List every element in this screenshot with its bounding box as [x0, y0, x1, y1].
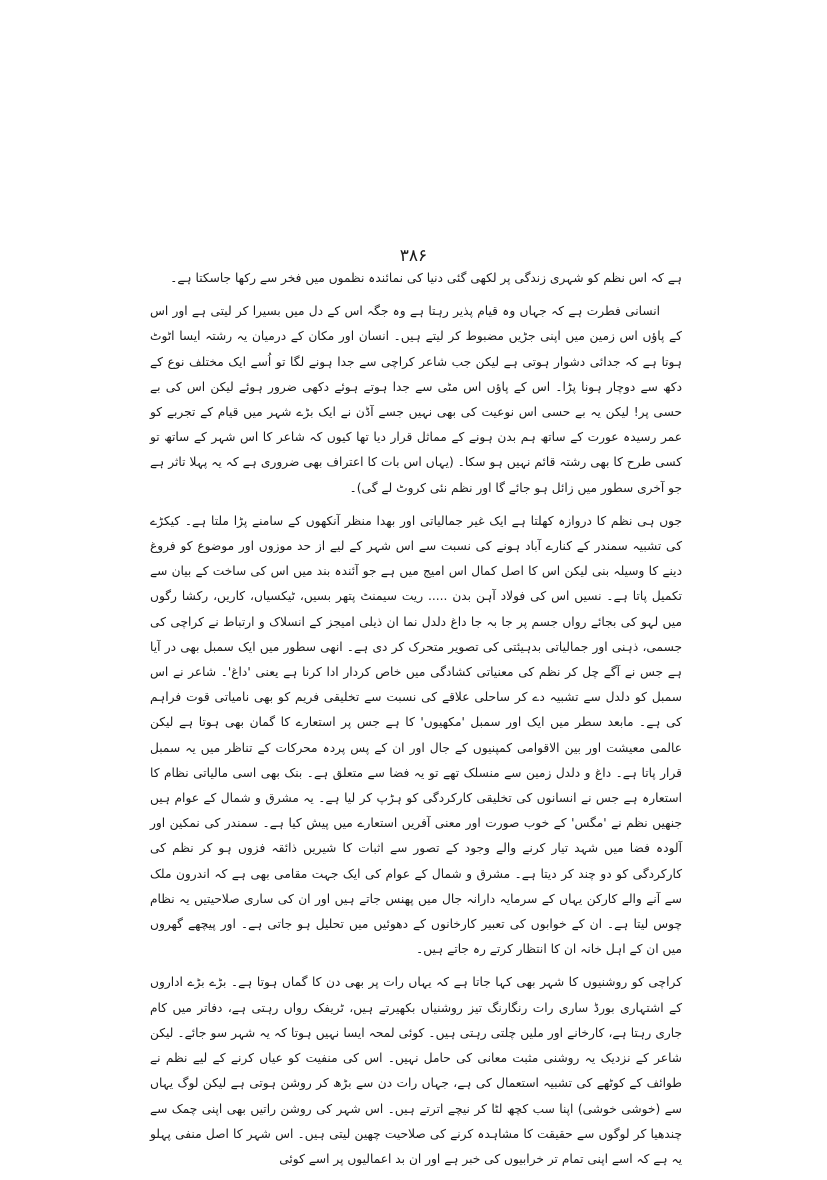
body-text	[150, 266, 682, 1180]
paragraph: انسانی فطرت ہے کہ جہاں وہ قیام پذیر رہتا ہے وہ جگہ اس کے دل میں بسیرا کر لیتی ہے اور اس کے پاؤں اس زمین میں اپنی جڑیں مضبوط کر لیتے ہیں۔ انسان اور مکان کے درمیان یہ رشتہ ایسا اٹوٹ ہوتا ہے کہ جدائی دشوار ہوتی ہے لیکن جب شاعر کراچی سے جدا ہونے لگا تو اُسے ایک مختلف نوع کے دکھ سے دوچار ہونا پڑا۔ اس کے پاؤں اس مٹی سے جدا ہوتے ہوئے دکھی ضرور ہوئے لیکن اس کی بے حسی پر! لیکن یہ بے حسی اس نوعیت کی بھی نہیں جسے آڈن نے ایک بڑے شہر میں قیام کے تجربے کو عمر رسیدہ عورت کے ساتھ ہم بدن ہونے کے مماثل قرار دیا تھا کیوں کہ شاعر کا اس شہر کے ساتھ تو کسی طرح کا بھی رشتہ قائم نہیں ہو سکا۔ (یہاں اس بات کا اعتراف بھی ضروری ہے کہ یہ پہلا تاثر ہے جو آخری سطور میں زائل ہو جائے گا اور نظم نئی کروٹ لے گی)۔	[150, 304, 682, 495]
paragraph-continuation: ہے کہ اس نظم کو شہری زندگی پر لکھی گئی دنیا کی نمائندہ نظموں میں فخر سے رکھا جاسکتا ہے۔	[170, 271, 682, 285]
page-number: ۳۸۶	[399, 246, 428, 266]
paragraph: جوں ہی نظم کا دروازہ کھلتا ہے ایک غیر جمالیاتی اور بھدا منظر آنکھوں کے سامنے پڑا ملتا ہے۔ کیکڑے کی تشبیہ سمندر کے کنارے آباد ہونے کی نسبت سے اس شہر کے لیے از حد موزوں اور موضوع کو فروغ دینے کا وسیلہ بنی لیکن اس کا اصل کمال اس امیج میں ہے جو آئندہ بند میں اس کی ساخت کے بیان سے تکمیل پاتا ہے۔ نسیں اس کی فولاد آہن بدن ..... ریت سیمنٹ پتھر بسیں، ٹیکسیاں، کاریں، رکشا رگوں میں لہو کی بجائے رواں جسم پر جا بہ جا داغ دلدل نما ان ذیلی امیجز کے انسلاک و ارتباط نے کراچی کی جسمی، ذہنی اور جمالیاتی بدہیئتی کی تصویر متحرک کر دی ہے۔ انھی سطور میں ایک سمبل بھی در آیا ہے جس نے آگے چل کر نظم کی معنیاتی کشادگی میں خاص کردار ادا کرنا ہے یعنی 'داغ'۔ شاعر نے اس سمبل کو دلدل سے تشبیہ دے کر ساحلی علاقے کی نسبت سے تخلیقی فریم کو بھی نامیاتی قوت فراہم کی ہے۔ مابعد سطر میں ایک اور سمبل 'مکھیوں' کا ہے جس پر استعارے کا گمان بھی ہوتا ہے لیکن عالمی معیشت اور بین الاقوامی کمپنیوں کے جال اور ان کے پس پردہ محرکات کے تناظر میں یہ سمبل قرار پاتا ہے۔ داغ و دلدل زمین سے منسلک تھے تو یہ فضا سے متعلق ہے۔ بنک بھی اسی مالیاتی نظام کا استعارہ ہے جس نے انسانوں کی تخلیقی کارکردگی کو ہڑپ کر لیا ہے۔ یہ مشرق و شمال کے عوام ہیں جنھیں نظم نے 'مگس' کے خوب صورت اور معنی آفریں استعارے میں پیش کیا ہے۔ سمندر کی نمکین اور آلودہ فضا میں شہد تیار کرنے والے وجود کے تصور سے اثبات کا شیریں ذائقہ فزوں ہو کر نظم کی کارکردگی کو دو چند کر دیتا ہے۔ مشرق و شمال کے عوام کی ایک جہت مقامی بھی ہے کہ اندرون ملک سے آنے والے کارکن یہاں کے سرمایہ دارانہ جال میں پھنس جاتے ہیں اور ان کی ساری صلاحیتیں یہ نظام چوس لیتا ہے۔ ان کے خوابوں کی تعبیر کارخانوں کے دھوئیں میں تحلیل ہو جاتی ہے۔ اور پیچھے گھروں میں ان کے اہل خانہ ان کا انتظار کرتے رہ جاتے ہیں۔	[150, 513, 682, 957]
paragraph: کراچی کو روشنیوں کا شہر بھی کہا جاتا ہے کہ یہاں رات پر بھی دن کا گماں ہوتا ہے۔ بڑے بڑے اداروں کے اشتہاری بورڈ ساری رات رنگارنگ تیز روشنیاں بکھیرتے ہیں، ٹریفک رواں رہتی ہے، دفاتر میں کام جاری رہتا ہے، کارخانے اور ملیں چلتی رہتی ہیں۔ کوئی لمحہ ایسا نہیں ہوتا کہ یہ شہر سو جائے۔ لیکن شاعر کے نزدیک یہ روشنی مثبت معانی کی حامل نہیں۔ اس کی منفیت کو عیاں کرنے کے لیے نظم نے طوائف کے کوٹھے کی تشبیہ استعمال کی ہے، جہاں رات دن سے بڑھ کر روشن ہوتی ہے لیکن لوگ یہاں سے (خوشی خوشی) اپنا سب کچھ لٹا کر نیچے اترتے ہیں۔ اس شہر کی روشن راتیں بھی اپنی چمک سے چندھیا کر لوگوں سے حقیقت کا مشاہدہ کرنے کی صلاحیت چھین لیتی ہیں۔ اس شہر کا اصل منفی پہلو یہ ہے کہ اسے اپنی تمام تر خرابیوں کی خبر ہے اور ان بد اعمالیوں پر اسے کوئی	[150, 975, 682, 1166]
